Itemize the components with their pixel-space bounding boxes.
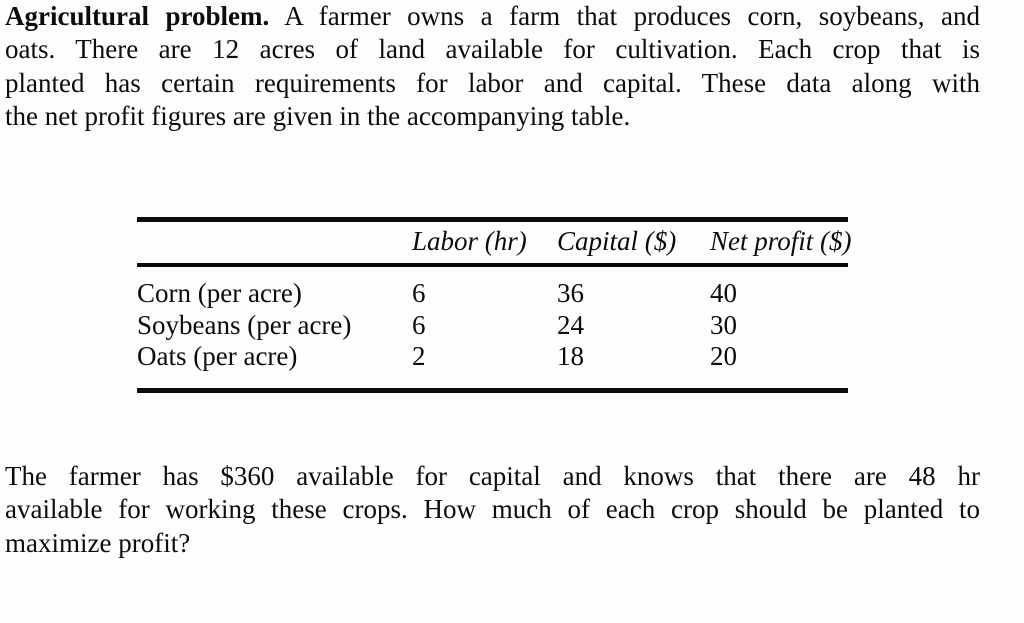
column-header-labor: Labor (hr) bbox=[412, 226, 527, 256]
table-rule-bottom bbox=[137, 388, 848, 393]
text-line: maximize profit? bbox=[5, 527, 191, 558]
problem-title: Agricultural problem. bbox=[5, 1, 270, 31]
cell-net-profit: 20 bbox=[710, 341, 737, 371]
cell-capital: 18 bbox=[557, 341, 584, 371]
row-label: Corn (per acre) bbox=[137, 278, 302, 308]
cell-labor: 6 bbox=[412, 309, 426, 340]
text-line: planted has certain requirements for labor and capital. These data along with bbox=[5, 67, 980, 98]
text-line: available for working these crops. How much of each crop should be planted to bbox=[5, 494, 980, 525]
table-rule-top bbox=[137, 217, 848, 222]
cell-labor: 6 bbox=[412, 278, 426, 308]
cell-capital: 36 bbox=[557, 278, 584, 308]
cell-labor: 2 bbox=[412, 341, 426, 371]
text-line-rest: A farmer owns a farm that produces corn, soybeans, and bbox=[269, 1, 980, 31]
text-line bbox=[5, 0, 980, 33]
column-header-capital: Capital ($) bbox=[557, 226, 677, 256]
table-header-row bbox=[137, 226, 852, 256]
question-paragraph bbox=[5, 460, 980, 560]
column-header-net-profit: Net profit ($) bbox=[710, 226, 852, 256]
table-row bbox=[137, 310, 848, 342]
problem-statement bbox=[5, 0, 980, 134]
text-line: the net profit figures are given in the accompanying table. bbox=[5, 101, 631, 132]
table-row bbox=[137, 341, 848, 373]
row-label: Oats (per acre) bbox=[137, 341, 298, 371]
text-line: The farmer has $360 available for capital and knows that there are 48 hr bbox=[5, 461, 980, 491]
cell-net-profit: 30 bbox=[710, 309, 737, 340]
row-label: Soybeans (per acre) bbox=[137, 309, 352, 340]
cell-capital: 24 bbox=[557, 309, 584, 340]
text-line: oats. There are 12 acres of land available for cultivation. Each crop that is bbox=[5, 34, 980, 65]
column-header-empty bbox=[137, 226, 412, 256]
data-table bbox=[137, 217, 852, 393]
table-rule-middle bbox=[137, 263, 848, 267]
table-body bbox=[137, 278, 848, 373]
cell-net-profit: 40 bbox=[710, 278, 737, 308]
table-row bbox=[137, 278, 848, 310]
